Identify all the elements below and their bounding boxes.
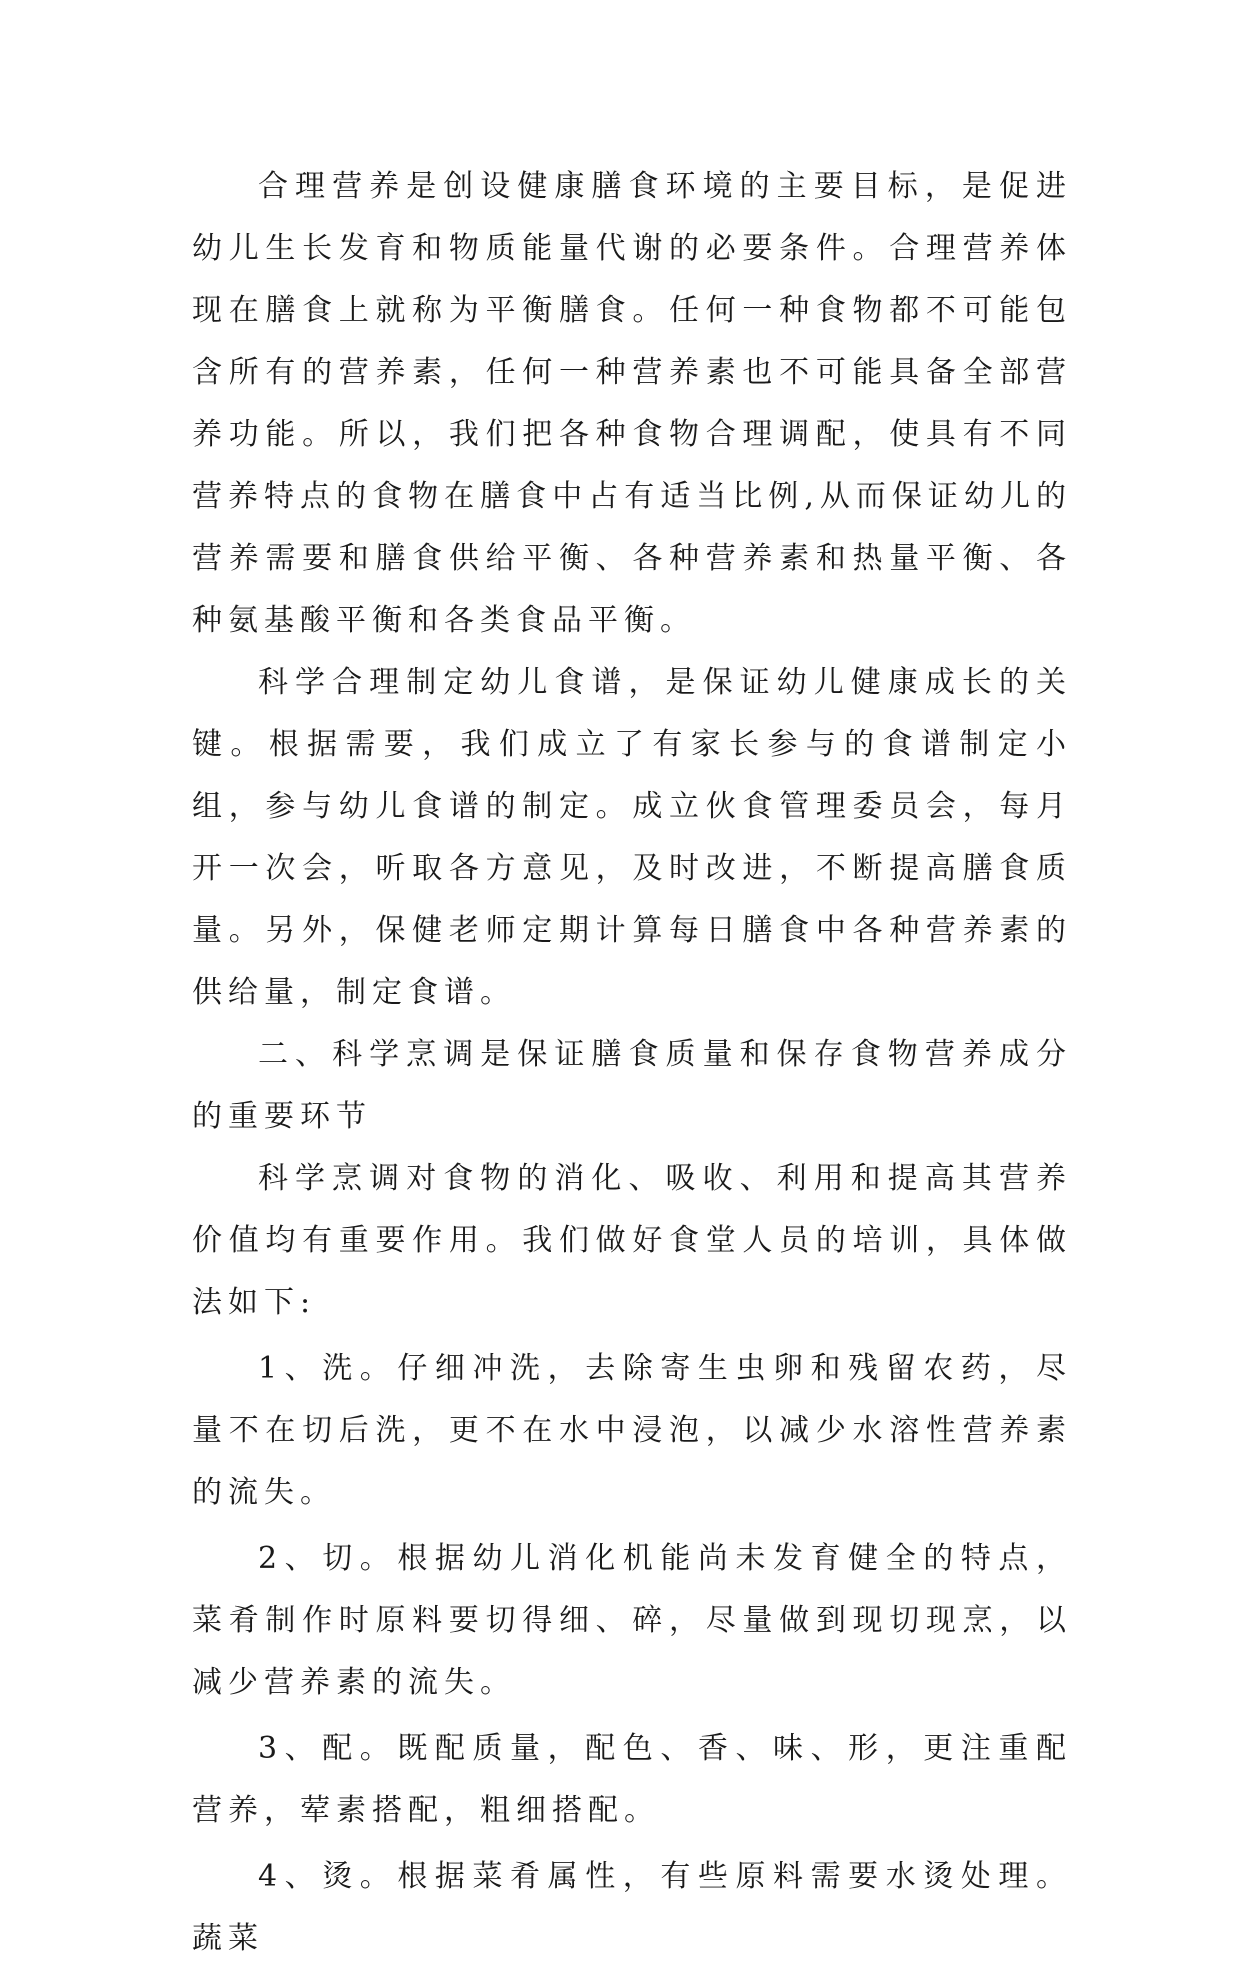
paragraph-scientific-menu: 科学合理制定幼儿食谱，是保证幼儿健康成长的关键。根据需要，我们成立了有家长参与的食谱制定小组，参与幼儿食谱的制定。成立伙食管理委员会，每月开一次会，听取各方意见，及时改进，不断提高膳食质量。另外，保健老师定期计算每日膳食中各种营养素的供给量，制定食谱。 (192, 665, 1072, 1010)
paragraph-balanced-nutrition: 合理营养是创设健康膳食环境的主要目标，是促进幼儿生长发育和物质能量代谢的必要条件。合理营养体现在膳食上就称为平衡膳食。任何一种食物都不可能包含所有的营养素，任何一种营养素也不可能具备全部营养功能。所以，我们把各种食物合理调配，使具有不同营养特点的食物在膳食中占有适当比例,从而保证幼儿的营养需要和膳食供给平衡、各种营养素和热量平衡、各种氨基酸平衡和各类食品平衡。 (192, 169, 1072, 638)
document-body (192, 156, 1072, 1970)
list-item-blanch: 4、烫。根据菜肴属性，有些原料需要水烫处理。蔬菜 (192, 1859, 1072, 1956)
list-item-match: 3、配。既配质量，配色、香、味、形，更注重配营养，荤素搭配，粗细搭配。 (192, 1731, 1072, 1828)
list-item-cut: 2、切。根据幼儿消化机能尚未发育健全的特点，菜肴制作时原料要切得细、碎，尽量做到现切现烹，以减少营养素的流失。 (192, 1541, 1072, 1700)
paragraph-cooking-intro: 科学烹调对食物的消化、吸收、利用和提高其营养价值均有重要作用。我们做好食堂人员的培训，具体做法如下: (192, 1161, 1072, 1320)
list-item-wash: 1、洗。仔细冲洗，去除寄生虫卵和残留农药，尽量不在切后洗，更不在水中浸泡，以减少水溶性营养素的流失。 (192, 1351, 1072, 1510)
section-heading-cooking: 二、科学烹调是保证膳食质量和保存食物营养成分的重要环节 (192, 1037, 1072, 1134)
